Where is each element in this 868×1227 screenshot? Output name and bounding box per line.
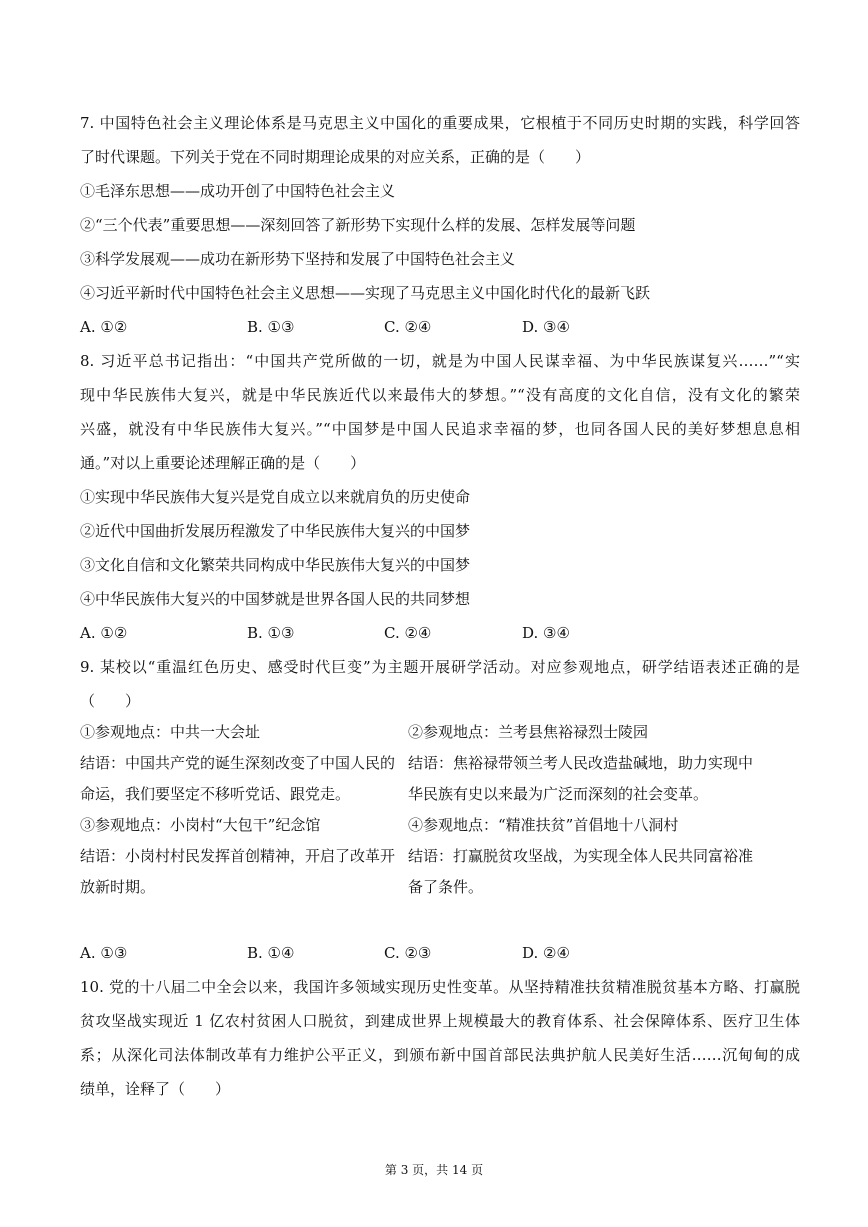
q9-left-item-5: 结语：小岗村村民发挥首创精神，开启了改革开 [80,847,396,865]
q9-left-item-1: ①参观地点：中共一大会址 [80,723,261,741]
q9-stem-line-2: （ ） [80,692,141,710]
q7-stem-line-2: 了时代课题。下列关于党在不同时期理论成果的对应关系，正确的是（ ） [80,148,591,166]
q10-stem-line-2: 贫攻坚战实现近 1 亿农村贫困人口脱贫，到建成世界上规模最大的教育体系、社会保障体系、医疗卫生体 [80,1012,800,1030]
q9-right-item-5: 结语：打赢脱贫攻坚战，为实现全体人民共同富裕准 [408,847,754,865]
q7-item-1: ①毛泽东思想——成功开创了中国特色社会主义 [80,182,396,200]
q8-option-b: B. ①③ [247,624,295,642]
q8-item-2: ②近代中国曲折发展历程激发了中华民族伟大复兴的中国梦 [80,522,471,540]
q7-item-3: ③科学发展观——成功在新形势下坚持和发展了中国特色社会主义 [80,250,516,268]
q10-stem-line-1: 10. 党的十八届二中全会以来，我国许多领域实现历史性变革。从坚持精准扶贫精准脱贫基本方略、打赢脱 [80,978,800,996]
q9-left-item-4: ③参观地点：小岗村“大包干”纪念馆 [80,816,321,834]
q9-option-c: C. ②③ [384,944,432,962]
q9-option-d: D. ②④ [522,944,570,962]
q9-stem-line-1: 9. 某校以“重温红色历史、感受时代巨变”为主题开展研学活动。对应参观地点，研学结语表述正确的是 [80,658,800,676]
q9-right-item-6: 备了条件。 [408,878,484,896]
q9-left-item-2: 结语：中国共产党的诞生深刻改变了中国人民的 [80,754,396,772]
q9-left-item-6: 放新时期。 [80,878,156,896]
q9-option-a: A. ①③ [80,944,128,962]
q7-option-b: B. ①③ [247,318,295,336]
q7-option-a: A. ①② [80,318,128,336]
q10-stem-line-3: 系；从深化司法体制改革有力维护公平正义，到颁布新中国首部民法典护航人民美好生活……沉甸甸的成 [80,1046,800,1064]
q8-item-4: ④中华民族伟大复兴的中国梦就是世界各国人民的共同梦想 [80,590,471,608]
q9-right-item-1: ②参观地点：兰考县焦裕禄烈士陵园 [408,723,649,741]
q8-option-d: D. ③④ [522,624,570,642]
q7-option-c: C. ②④ [384,318,432,336]
q9-option-b: B. ①④ [247,944,295,962]
q9-right-item-3: 华民族有史以来最为广泛而深刻的社会变革。 [408,785,709,803]
q9-left-item-3: 命运，我们要坚定不移听党话、跟党走。 [80,785,351,803]
page-number-footer: 第 3 页，共 14 页 [384,1163,484,1177]
q8-option-c: C. ②④ [384,624,432,642]
q8-option-a: A. ①② [80,624,128,642]
q7-item-2: ②“三个代表”重要思想——深刻回答了新形势下实现什么样的发展、怎样发展等问题 [80,216,636,234]
q9-right-item-4: ④参观地点：“精准扶贫”首倡地十八洞村 [408,816,679,834]
q8-stem-line-2: 现中华民族伟大复兴，就是中华民族近代以来最伟大的梦想。”“没有高度的文化自信，没有文化的繁荣 [80,386,800,404]
q7-option-d: D. ③④ [522,318,570,336]
q7-item-4: ④习近平新时代中国特色社会主义思想——实现了马克思主义中国化时代化的最新飞跃 [80,284,651,302]
q8-stem-line-3: 兴盛，就没有中华民族伟大复兴。”“中国梦是中国人民追求幸福的梦，也同各国人民的美好梦想息息相 [80,420,800,438]
q8-stem-line-4: 通。”对以上重要论述理解正确的是（ ） [80,454,366,472]
q7-stem-line-1: 7. 中国特色社会主义理论体系是马克思主义中国化的重要成果，它根植于不同历史时期的实践，科学回答 [80,114,800,132]
q10-stem-line-4: 绩单，诠释了（ ） [80,1080,231,1098]
q9-right-item-2: 结语：焦裕禄带领兰考人民改造盐碱地，助力实现中 [408,754,754,772]
q8-stem-line-1: 8. 习近平总书记指出：“中国共产党所做的一切，就是为中国人民谋幸福、为中华民族谋复兴……”“实 [80,352,800,370]
q8-item-3: ③文化自信和文化繁荣共同构成中华民族伟大复兴的中国梦 [80,556,471,574]
q8-item-1: ①实现中华民族伟大复兴是党自成立以来就肩负的历史使命 [80,488,471,506]
